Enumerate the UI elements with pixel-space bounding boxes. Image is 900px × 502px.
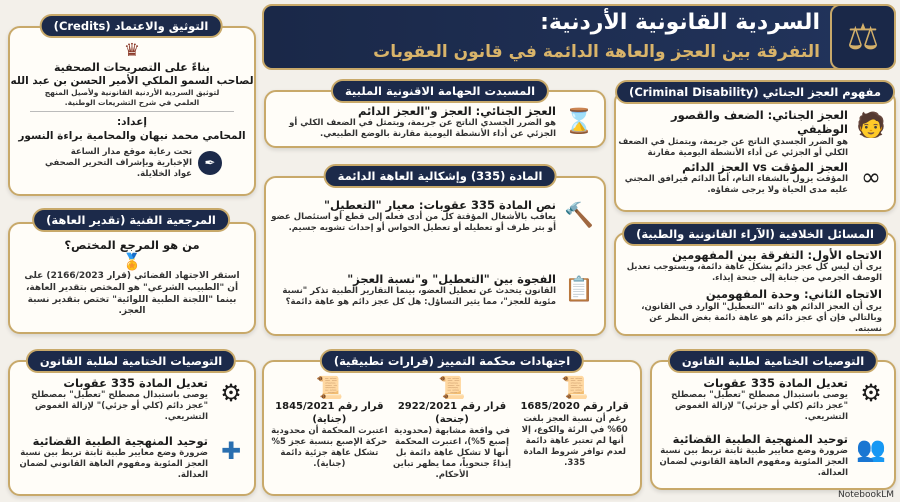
credits-pill: التوثيق والاعتماد (Credits) xyxy=(40,14,223,38)
authors: المحامي محمد نبهان والمحامية براءة النسور xyxy=(18,129,246,142)
recs-card-left xyxy=(8,360,256,496)
header-banner xyxy=(262,4,896,70)
credits-line2: لصاحب السمو الملكي الأمير الحسن بن عبد الله xyxy=(10,74,254,87)
article-item2-text: القانون يتحدث عن تعطيل العضو، بينما التقارير الطبية تذكر "نسبة مئوية للعجز"، مما يثير التساؤل: هل كل عجز دائم هو عاهة دائمة؟ xyxy=(282,286,556,308)
recs-item2-title: توحيد المنهجية الطبية القضائية xyxy=(32,434,208,448)
disputes-item2-text: يرى أن العجز الدائم هو ذاته "التعطيل" الوارد في القانون، وبالتالي فإن أي عجز دائم هو عاهة دائمة بغض النظر عن نسبته. xyxy=(641,301,882,334)
recs-item1-title: تعديل المادة 335 عقوبات xyxy=(703,376,848,390)
credits-line1: بناءً على التصريحات الصحفية xyxy=(53,61,211,74)
reference-pill: المرجعية الفنية (تقدير العاهة) xyxy=(32,208,230,232)
gear-pencil-icon: ⚙ xyxy=(860,379,882,407)
disputes-pill: المسائل الخلافية (الآراء القانونية والطبية) xyxy=(622,222,888,246)
recs-pill-left: التوصيات الختامية لطلبة القانون xyxy=(26,349,236,373)
disputes-item1-title: الاتجاه الأول: التفرقة بين المفهومين xyxy=(672,248,882,262)
recs-item1-title: تعديل المادة 335 عقوبات xyxy=(63,376,208,390)
rulings-card xyxy=(262,360,642,496)
disability-item2-text: المؤقت يزول بالشفاء التام، أما الدائم فيرافق المجني عليه مدى الحياة ولا يرجى شفاؤه. xyxy=(624,174,848,196)
disability-item1-title: العجز الجنائي: الضعف والقصور الوظيفي xyxy=(671,108,848,137)
notebooklm-watermark: NotebookLM xyxy=(837,490,894,500)
disability-item1-text: هو الضرر الجسدي الناتج عن جريمة، ويتمثل في الضعف الكلي أو الجزئي عن أداء الأنشطة اليومية مقارنة xyxy=(618,136,848,158)
ruling-item xyxy=(516,376,634,481)
concepts-pill: المسبدت الحهامة الاقنونية الملبية xyxy=(331,79,549,103)
hourglass-icon: ⌛ xyxy=(564,107,594,135)
ruling-item xyxy=(393,376,511,481)
prep-label: إعداد: xyxy=(116,116,148,129)
disputes-item2-title: الاتجاه الثاني: وحدة المفهومين xyxy=(705,287,882,302)
article-item1-text: يعاقب بالأشغال المؤقتة كل من أدى فعله إلى قطع أو استئصال عضو أو بتر طرف أو تعطيله أو تعطيل الحواس أو إحداث تشويه جسيم. xyxy=(271,212,556,234)
article-item2-title: الفجوة بين "التعطيل" و"نسبة العجز" xyxy=(347,272,556,286)
medical-report-icon: 📋 xyxy=(564,275,594,303)
concepts-title: العجز الجنائي: العجز و"العجز الدائم xyxy=(357,104,556,118)
recs-item2-text: ضرورة وضع معايير طبية ثابتة تربط بين نسبة العجز المئوية ومفهوم العاهة القانوني لضمان العدالة. xyxy=(19,448,208,481)
recs-item2-title: توحيد المنهجية الطبية القضائية xyxy=(672,432,848,446)
recs-item1-text: يوصى باستبدال مصطلح "تعطيل" بمصطلح "عجز دائم (كلي أو جزئي)" لإزالة الغموض التشريعي. xyxy=(31,390,208,423)
reference-question: من هو المرجع المختص؟ xyxy=(64,238,200,252)
award-medal-icon: 🏅 xyxy=(122,252,142,272)
document-gavel-icon: 📜 xyxy=(438,376,466,401)
article-card xyxy=(264,176,606,336)
quill-icon: ✒ xyxy=(198,151,222,175)
document-gavel-icon: 📜 xyxy=(560,376,589,401)
ruling-item xyxy=(270,376,388,481)
scales-of-justice-icon: ⚖ xyxy=(830,4,896,70)
article-item1-title: نص المادة 335 عقوبات: معيار "التعطيل" xyxy=(324,198,556,212)
page-subtitle: التفرقة بين العجز والعاهة الدائمة في قانون العقوبات xyxy=(373,42,820,62)
concepts-text: هو الضرر الجسدي الناتج عن جريمة، ويتمثل في الضعف الكلي أو الجزئي عن أداء الأنشطة اليومية مقارنة بالوضع الطبيعي. xyxy=(289,118,556,140)
disability-card xyxy=(614,90,896,212)
ruling-title: قرار رقم 2922/2021 (جنحة) xyxy=(397,401,507,425)
credits-card xyxy=(8,26,256,196)
article-pill: المادة (335) وإشكالية العاهة الدائمة xyxy=(324,164,557,188)
recs-pill-right: التوصيات الختامية لطلبة القانون xyxy=(668,349,878,373)
consultation-icon: 👥 xyxy=(856,435,886,463)
recs-item2-text: ضرورة وضع معايير طبية ثابتة تربط بين نسبة العجز المئوية ومفهوم العاهة القانوني لضمان العدالة. xyxy=(659,446,848,479)
rulings-pill: اجتهادات محكمة التمييز (قرارات تطبيقية) xyxy=(320,349,584,373)
credits-line3: لتوثيق السردية الأردنية القانونية ولأصيل المنهج العلمي في شرح التشريعات الوطنية. xyxy=(44,87,220,107)
reference-text: استقر الاجتهاد القضائي (قرار 2166/2023) على أن "الطبيب الشرعي" هو المختص بتقدير العاهة، بينما "اللجنة الطبية اللوائية" تختص بتقدير نسبة العجز. xyxy=(24,271,240,317)
disability-item2-title: العجز المؤقت vs العجز الدائم xyxy=(682,160,848,174)
ruling-text: اعتبرت المحكمة أن محدودية حركة الإصبع بنسبة عجز 5% تشكل عاهة جزئية دائمة (جناية). xyxy=(271,426,388,470)
jordan-emblem-icon: ♛ xyxy=(123,40,141,61)
recs-item1-text: يوصى باستبدال مصطلح "تعطيل" بمصطلح "عجز دائم (كلي أو جزئي)" لإزالة الغموض التشريعي. xyxy=(671,390,848,423)
recs-card-right xyxy=(650,360,896,490)
ruling-title: قرار رقم 1685/2020 xyxy=(520,401,629,412)
ruling-text: في واقعة مشابهة (محدودية إصبع 5%)، اعتبرت المحكمة أنها لا تشكل عاهة دائمة بل إيذاءً جنحوياً، مما يظهر تباين الأحكام. xyxy=(393,426,512,481)
injured-person-icon: 🧑 xyxy=(856,111,886,139)
gavel-icon: 🔨 xyxy=(564,201,594,229)
sponsor-text: تحت رعاية موقع مدار الساعة الإخبارية وبإشراف التحرير الصحفي عواد الخلايلة. xyxy=(44,146,192,179)
disability-pill: مفهوم العجز الجنائي (Criminal Disability) xyxy=(615,80,895,104)
ruling-text: رغم أن نسبة العجز بلغت 60% في الرئة والكوع، إلا أنها لم تعتبر عاهة دائمة لعدم توافر شروط المادة 335. xyxy=(521,413,628,468)
disputes-item1-text: يرى أن ليس كل عجز دائم يشكل عاهة دائمة، ويستوجب تعديل الوصف الجرمي من جناية إلى جنحة إيذاء. xyxy=(626,262,882,284)
reference-card xyxy=(8,222,256,334)
disputes-card xyxy=(614,232,896,336)
rock-infinity-icon: ∞ xyxy=(861,163,881,191)
document-gavel-icon: 📜 xyxy=(315,376,344,401)
page-title: السردية القانونية الأردنية: xyxy=(540,10,820,35)
ruling-title: قرار رقم 1845/2021 (جناية) xyxy=(275,401,384,425)
medical-cycle-icon: ✚ xyxy=(220,437,242,465)
gear-pencil-icon: ⚙ xyxy=(220,379,242,407)
